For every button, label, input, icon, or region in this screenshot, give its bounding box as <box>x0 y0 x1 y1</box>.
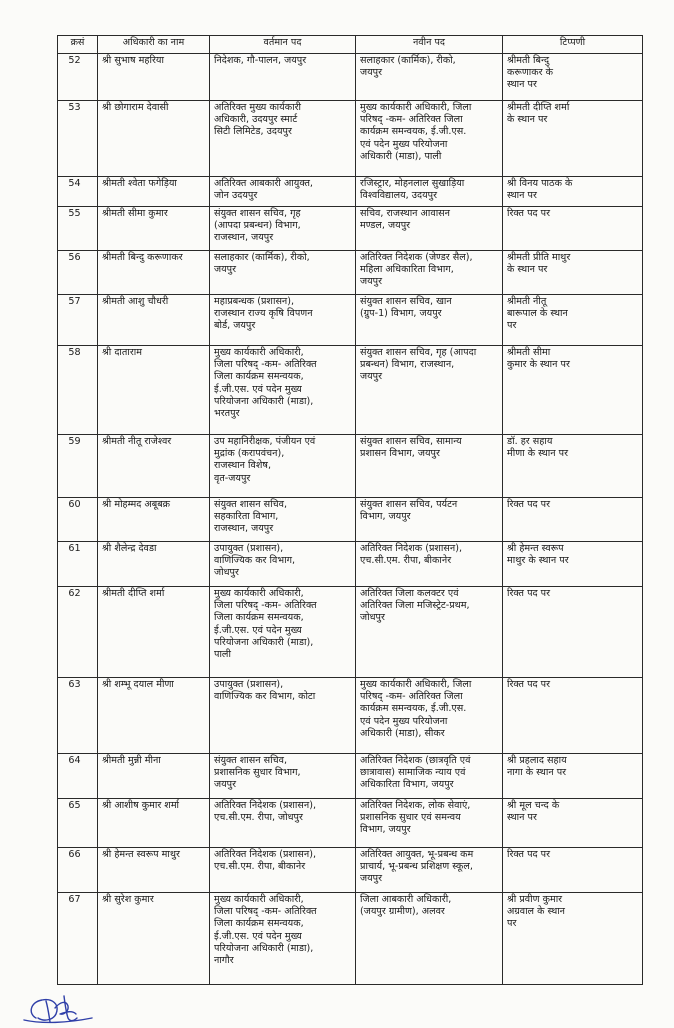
serial-cell: 64 <box>58 754 98 799</box>
table-row <box>58 498 643 542</box>
remark-cell: श्री प्रवीण कुमार अग्रवाल के स्थान पर <box>503 893 643 985</box>
name-cell: श्री सुरेश कुमार <box>98 893 210 985</box>
new-post-cell: संयुक्त शासन सचिव, सामान्य प्रशासन विभाग, जयपुर <box>356 435 503 498</box>
remark-cell: श्रीमती प्रीति माथुर के स्थान पर <box>503 251 643 295</box>
new-post-cell: संयुक्त शासन सचिव, गृह (आपदा प्रबन्धन) विभाग, राजस्थान, जयपुर <box>356 346 503 435</box>
serial-cell: 67 <box>58 893 98 985</box>
serial-cell: 56 <box>58 251 98 295</box>
header-current-post: वर्तमान पद <box>210 36 356 54</box>
new-post-cell: अतिरिक्त जिला कलक्टर एवं अतिरिक्त जिला मजिस्ट्रेट-प्रथम, जोधपुर <box>356 587 503 678</box>
name-cell: श्री शैलेन्द्र देवडा <box>98 542 210 587</box>
name-cell: श्री आशीष कुमार शर्मा <box>98 799 210 848</box>
remark-cell: रिक्त पद पर <box>503 207 643 251</box>
header-new-post: नवीन पद <box>356 36 503 54</box>
current-post-cell: संयुक्त शासन सचिव, प्रशासनिक सुधार विभाग, जयपुर <box>210 754 356 799</box>
serial-cell: 65 <box>58 799 98 848</box>
remark-cell: रिक्त पद पर <box>503 498 643 542</box>
serial-cell: 59 <box>58 435 98 498</box>
table-row <box>58 542 643 587</box>
handwritten-signature-icon <box>22 988 102 1024</box>
serial-cell: 58 <box>58 346 98 435</box>
remark-cell: श्रीमती सीमा कुमार के स्थान पर <box>503 346 643 435</box>
table-row <box>58 251 643 295</box>
new-post-cell: सलाहकार (कार्मिक), रीको, जयपुर <box>356 54 503 101</box>
new-post-cell: संयुक्त शासन सचिव, खान (ग्रुप-1) विभाग, जयपुर <box>356 295 503 346</box>
current-post-cell: मुख्य कार्यकारी अधिकारी, जिला परिषद् -कम- अतिरिक्त जिला कार्यक्रम समन्वयक, ई.जी.एस. एवं पदेन मुख्य परियोजना अधिकारी (माडा), पाली <box>210 587 356 678</box>
current-post-cell: उप महानिरीक्षक, पंजीयन एवं मुद्रांक (करापवंचन), राजस्थान विशेष, वृत-जयपुर <box>210 435 356 498</box>
name-cell: श्री दाताराम <box>98 346 210 435</box>
serial-cell: 66 <box>58 848 98 893</box>
table-row <box>58 54 643 101</box>
name-cell: श्रीमती सीमा कुमार <box>98 207 210 251</box>
new-post-cell: अतिरिक्त आयुक्त, भू-प्रबन्ध कम प्राचार्य, भू-प्रबन्ध प्रशिक्षण स्कूल, जयपुर <box>356 848 503 893</box>
current-post-cell: सलाहकार (कार्मिक), रीको, जयपुर <box>210 251 356 295</box>
name-cell: श्रीमती दीप्ति शर्मा <box>98 587 210 678</box>
table-row <box>58 799 643 848</box>
order-document <box>57 35 642 985</box>
current-post-cell: संयुक्त शासन सचिव, सहकारिता विभाग, राजस्थान, जयपुर <box>210 498 356 542</box>
table-row <box>58 754 643 799</box>
table-row <box>58 587 643 678</box>
remark-cell: रिक्त पद पर <box>503 678 643 754</box>
table-header-row <box>58 36 643 54</box>
transfer-table <box>57 35 643 985</box>
table-row <box>58 893 643 985</box>
new-post-cell: मुख्य कार्यकारी अधिकारी, जिला परिषद् -कम- अतिरिक्त जिला कार्यक्रम समन्वयक, ई.जी.एस. एवं पदेन मुख्य परियोजना अधिकारी (माडा), पाली <box>356 101 503 177</box>
new-post-cell: मुख्य कार्यकारी अधिकारी, जिला परिषद् -कम- अतिरिक्त जिला कार्यक्रम समन्वयक, ई.जी.एस. एवं पदेन मुख्य परियोजना अधिकारी (माडा), सीकर <box>356 678 503 754</box>
current-post-cell: संयुक्त शासन सचिव, गृह (आपदा प्रबन्धन) विभाग, राजस्थान, जयपुर <box>210 207 356 251</box>
new-post-cell: अतिरिक्त निदेशक (छात्रवृति एवं छात्रावास) सामाजिक न्याय एवं अधिकारिता विभाग, जयपुर <box>356 754 503 799</box>
remark-cell: श्रीमती नीतू बारूपाल के स्थान पर <box>503 295 643 346</box>
serial-cell: 54 <box>58 177 98 207</box>
name-cell: श्रीमती बिन्दु करूणाकर <box>98 251 210 295</box>
header-remark: टिप्पणी <box>503 36 643 54</box>
name-cell: श्री मोहम्मद अबूबक्र <box>98 498 210 542</box>
serial-cell: 63 <box>58 678 98 754</box>
remark-cell: श्री विनय पाठक के स्थान पर <box>503 177 643 207</box>
new-post-cell: अतिरिक्त निदेशक, लोक सेवाएं, प्रशासनिक सुधार एवं समन्वय विभाग, जयपुर <box>356 799 503 848</box>
remark-cell: रिक्त पद पर <box>503 848 643 893</box>
name-cell: श्रीमती श्वेता फगेड़िया <box>98 177 210 207</box>
table-row <box>58 101 643 177</box>
table-row <box>58 435 643 498</box>
new-post-cell: सचिव, राजस्थान आवासन मण्डल, जयपुर <box>356 207 503 251</box>
remark-cell: श्री हेमन्त स्वरूप माथुर के स्थान पर <box>503 542 643 587</box>
name-cell: श्रीमती नीतू राजेश्वर <box>98 435 210 498</box>
name-cell: श्री हेमन्त स्वरूप माथुर <box>98 848 210 893</box>
header-serial: क्रसं <box>58 36 98 54</box>
serial-cell: 57 <box>58 295 98 346</box>
serial-cell: 61 <box>58 542 98 587</box>
remark-cell: श्री प्रहलाद सहाय नागा के स्थान पर <box>503 754 643 799</box>
table-row <box>58 295 643 346</box>
new-post-cell: संयुक्त शासन सचिव, पर्यटन विभाग, जयपुर <box>356 498 503 542</box>
remark-cell: डॉ. हर सहाय मीणा के स्थान पर <box>503 435 643 498</box>
table-row <box>58 177 643 207</box>
serial-cell: 53 <box>58 101 98 177</box>
signature-drawing <box>22 988 102 1024</box>
serial-cell: 55 <box>58 207 98 251</box>
name-cell: श्रीमती मुन्नी मीना <box>98 754 210 799</box>
table-row <box>58 346 643 435</box>
current-post-cell: अतिरिक्त निदेशक (प्रशासन), एच.सी.एम. रीपा, बीकानेर <box>210 848 356 893</box>
name-cell: श्री छोगाराम देवासी <box>98 101 210 177</box>
new-post-cell: अतिरिक्त निदेशक (प्रशासन), एच.सी.एम. रीपा, बीकानेर <box>356 542 503 587</box>
current-post-cell: मुख्य कार्यकारी अधिकारी, जिला परिषद् -कम- अतिरिक्त जिला कार्यक्रम समन्वयक, ई.जी.एस. एवं पदेन मुख्य परियोजना अधिकारी (माडा), भरतपुर <box>210 346 356 435</box>
current-post-cell: महाप्रबन्धक (प्रशासन), राजस्थान राज्य कृषि विपणन बोर्ड, जयपुर <box>210 295 356 346</box>
name-cell: श्रीमती आशु चौधरी <box>98 295 210 346</box>
new-post-cell: अतिरिक्त निदेशक (जेण्डर सैल), महिला अधिकारिता विभाग, जयपुर <box>356 251 503 295</box>
serial-cell: 52 <box>58 54 98 101</box>
remark-cell: श्री मूल चन्द के स्थान पर <box>503 799 643 848</box>
serial-cell: 60 <box>58 498 98 542</box>
current-post-cell: उपायुक्त (प्रशासन), वाणिज्यिक कर विभाग, जोधपुर <box>210 542 356 587</box>
remark-cell: श्रीमती बिन्दु करूणाकर के स्थान पर <box>503 54 643 101</box>
current-post-cell: अतिरिक्त मुख्य कार्यकारी अधिकारी, उदयपुर स्मार्ट सिटी लिमिटेड, उदयपुर <box>210 101 356 177</box>
name-cell: श्री सुभाष महरिया <box>98 54 210 101</box>
current-post-cell: उपायुक्त (प्रशासन), वाणिज्यिक कर विभाग, कोटा <box>210 678 356 754</box>
remark-cell: श्रीमती दीप्ति शर्मा के स्थान पर <box>503 101 643 177</box>
new-post-cell: जिला आबकारी अधिकारी, (जयपुर ग्रामीण), अलवर <box>356 893 503 985</box>
table-row <box>58 678 643 754</box>
new-post-cell: रजिस्ट्रार, मोहनलाल सुखाड़िया विश्वविद्यालय, उदयपुर <box>356 177 503 207</box>
current-post-cell: निदेशक, गौ-पालन, जयपुर <box>210 54 356 101</box>
table-row <box>58 207 643 251</box>
table-row <box>58 848 643 893</box>
header-officer-name: अधिकारी का नाम <box>98 36 210 54</box>
name-cell: श्री शम्भू दयाल मीणा <box>98 678 210 754</box>
remark-cell: रिक्त पद पर <box>503 587 643 678</box>
current-post-cell: अतिरिक्त निदेशक (प्रशासन), एच.सी.एम. रीपा, जोधपुर <box>210 799 356 848</box>
serial-cell: 62 <box>58 587 98 678</box>
current-post-cell: मुख्य कार्यकारी अधिकारी, जिला परिषद् -कम- अतिरिक्त जिला कार्यक्रम समन्वयक, ई.जी.एस. एवं पदेन मुख्य परियोजना अधिकारी (माडा), नागौर <box>210 893 356 985</box>
current-post-cell: अतिरिक्त आबकारी आयुक्त, जोन उदयपुर <box>210 177 356 207</box>
